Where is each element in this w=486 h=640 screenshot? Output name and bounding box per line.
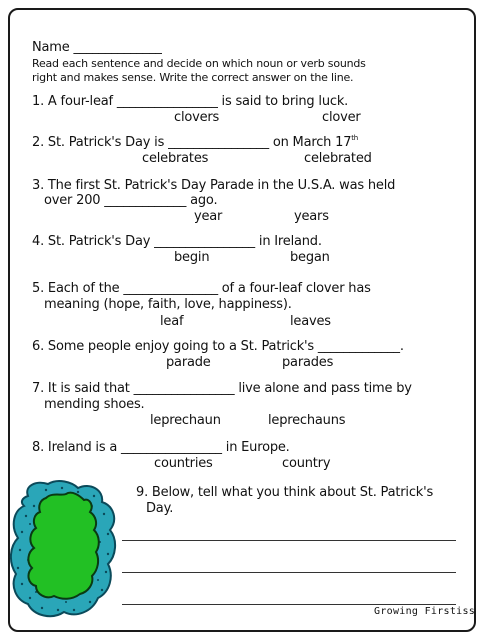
q4-choice-a: begin <box>174 250 210 265</box>
question-5-line-2: meaning (hope, faith, love, happiness). <box>44 297 292 312</box>
question-7-line-2: mending shoes. <box>44 397 145 412</box>
question-8[interactable]: 8. Ireland is a ________________ in Europe. <box>32 440 290 455</box>
instructions-line-2: right and makes sense. Write the correct answer on the line. <box>32 71 354 84</box>
q1-choice-a: clovers <box>174 110 220 125</box>
q3-choice-a: year <box>194 209 223 224</box>
q7-choice-a: leprechaun <box>150 413 221 428</box>
answer-line-3[interactable] <box>122 604 456 605</box>
q8-choice-b: country <box>282 456 331 471</box>
superscript-th: th <box>351 134 359 142</box>
question-3-line-2[interactable]: over 200 _____________ ago. <box>44 193 218 208</box>
q4-choice-b: began <box>290 250 330 265</box>
question-7-line-1[interactable]: 7. It is said that ________________ live alone and pass time by <box>32 381 412 396</box>
question-9-line-1: 9. Below, tell what you think about St. Patrick's <box>136 485 434 500</box>
q5-choice-a: leaf <box>160 314 184 329</box>
footer-credit: Growing Firstiss <box>374 606 476 617</box>
question-4[interactable]: 4. St. Patrick's Day ________________ in Ireland. <box>32 234 322 249</box>
q7-choice-b: leprechauns <box>268 413 346 428</box>
q8-choice-a: countries <box>154 456 213 471</box>
q2-choice-a: celebrates <box>142 151 209 166</box>
answer-line-2[interactable] <box>122 572 456 573</box>
ireland-map-icon <box>6 476 122 626</box>
q1-choice-b: clover <box>322 110 361 125</box>
q3-choice-b: years <box>294 209 329 224</box>
q2-choice-b: celebrated <box>304 151 372 166</box>
q5-choice-b: leaves <box>290 314 331 329</box>
question-9-line-2: Day. <box>146 501 174 516</box>
question-2[interactable]: 2. St. Patrick's Day is ________________ on March 17th <box>32 134 359 150</box>
q6-choice-b: parades <box>282 355 334 370</box>
name-line[interactable]: Name ______________ <box>32 40 162 55</box>
question-5-line-1[interactable]: 5. Each of the _______________ of a four-leaf clover has <box>32 281 371 296</box>
question-3-line-1: 3. The first St. Patrick's Day Parade in the U.S.A. was held <box>32 178 396 193</box>
answer-line-1[interactable] <box>122 540 456 541</box>
instructions-line-1: Read each sentence and decide on which noun or verb sounds <box>32 57 366 70</box>
question-1[interactable]: 1. A four-leaf ________________ is said to bring luck. <box>32 94 349 109</box>
q6-choice-a: parade <box>166 355 211 370</box>
question-6[interactable]: 6. Some people enjoy going to a St. Patrick's _____________. <box>32 339 404 354</box>
